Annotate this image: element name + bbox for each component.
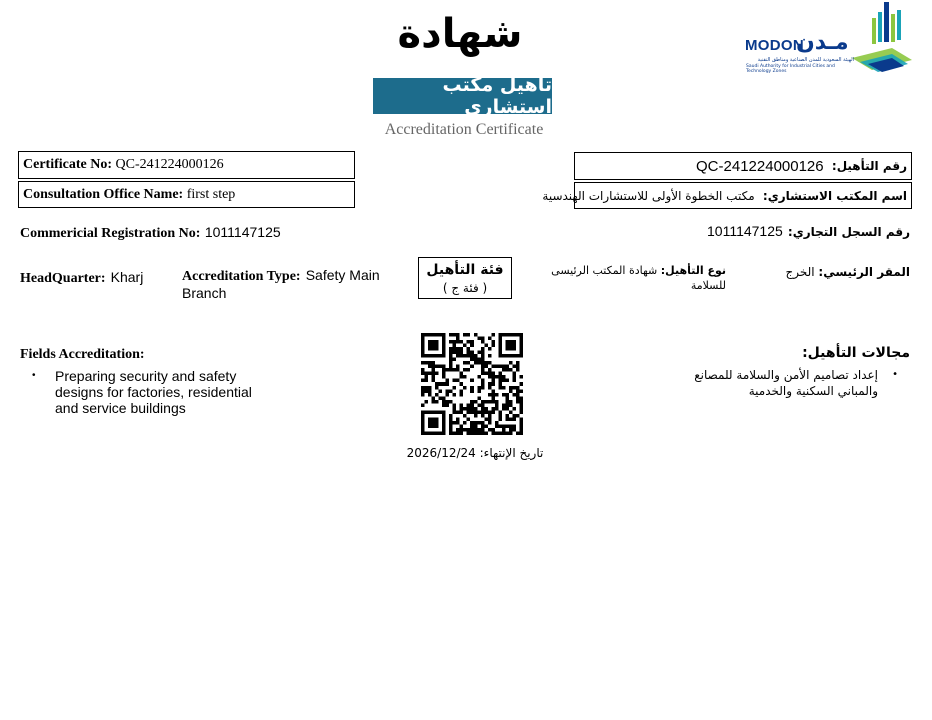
category-title: فئة التأهيل [426,262,504,278]
fields-item-en [20,368,280,416]
headquarter-value-ar: الخرج [785,265,815,279]
certificate-no-box-en [18,151,355,179]
fields-item-ar-1: إعداد تصاميم الأمن والسلامة للمصانع [694,368,878,382]
fields-ar [590,345,910,399]
bullet-icon: • [32,370,36,381]
logo-wordmark-en: MODON [745,37,804,54]
headquarter-en [20,267,143,287]
accreditation-type-en [182,267,392,301]
fields-en [20,347,280,416]
certificate-no-value-ar: QC-241224000126 [696,157,824,175]
commercial-reg-value-en: 1011147125 [204,224,281,240]
accreditation-type-label-en: Accreditation Type: [182,269,301,284]
expiry-value: 2026/12/24 [406,446,476,460]
fields-item-en-2: designs for factories, residential [55,384,252,400]
category-box [418,257,512,299]
logo-wordmark-ar: مـدن [796,30,849,55]
office-box-ar [542,182,912,209]
office-value-en: first step [186,186,236,202]
commercial-reg-label-en: Commericial Registration No: [20,226,201,241]
headquarter-ar [785,265,910,279]
commercial-reg-ar [707,221,910,240]
expiry [405,446,545,460]
certificate-no-label-ar: رقم التأهيل: [831,159,907,173]
office-label-ar: اسم المكتب الاستشاري: [762,188,907,203]
accreditation-type-value-en-1: Safety Main [305,267,380,283]
headquarter-value-en: Kharj [110,269,144,285]
expiry-label: تاريخ الإنتهاء: [479,446,544,460]
accreditation-type-value-ar-1: شهادة المكتب الرئيسى [551,264,658,277]
fields-item-ar-2: والمباني السكنية والخدمية [748,384,878,398]
bullet-icon: • [892,369,898,380]
qr-code [421,333,523,435]
accreditation-type-value-ar-2: للسلامة [690,279,726,292]
commercial-reg-label-ar: رقم السجل التجاري: [787,225,910,239]
fields-label-en: Fields Accreditation: [20,347,145,362]
fields-item-ar [590,367,910,399]
accreditation-type-value-en-2: Branch [182,285,227,301]
accreditation-type-ar [546,263,726,293]
certificate-no-label-en: Certificate No: [23,157,113,172]
logo-subtitle-en: Saudi Authority for Industrial Cities and Technology Zones [746,64,835,74]
accreditation-type-label-ar: نوع التأهيل: [660,264,726,277]
commercial-reg-value-ar: 1011147125 [707,223,783,239]
office-box-en [18,181,355,208]
certificate-no-box-ar [574,152,912,180]
headquarter-label-ar: المقر الرئيسي: [818,265,910,279]
certificate-no-value-en: QC-241224000126 [115,157,224,172]
fields-item-en-1: Preparing security and safety [55,368,237,384]
headquarter-label-en: HeadQuarter: [20,271,106,286]
fields-label-ar: مجالات التأهيل: [802,345,910,361]
logo-subtitle-ar: الهيئة السعودية للمدن الصناعية ومناطق التقنية [757,57,854,63]
certificate-title: شهادة [397,11,523,57]
banner-title: تأهيل مكتب استشاري [373,78,552,114]
fields-item-en-3: and service buildings [55,400,186,416]
category-value: ( فئة ج ) [442,281,488,295]
office-label-en: Consultation Office Name: [23,186,184,202]
commercial-reg-en [20,224,281,242]
subtitle-en: Accreditation Certificate [384,121,544,138]
office-value-ar: مكتب الخطوة الأولى للاستشارات الهندسية [542,188,755,203]
